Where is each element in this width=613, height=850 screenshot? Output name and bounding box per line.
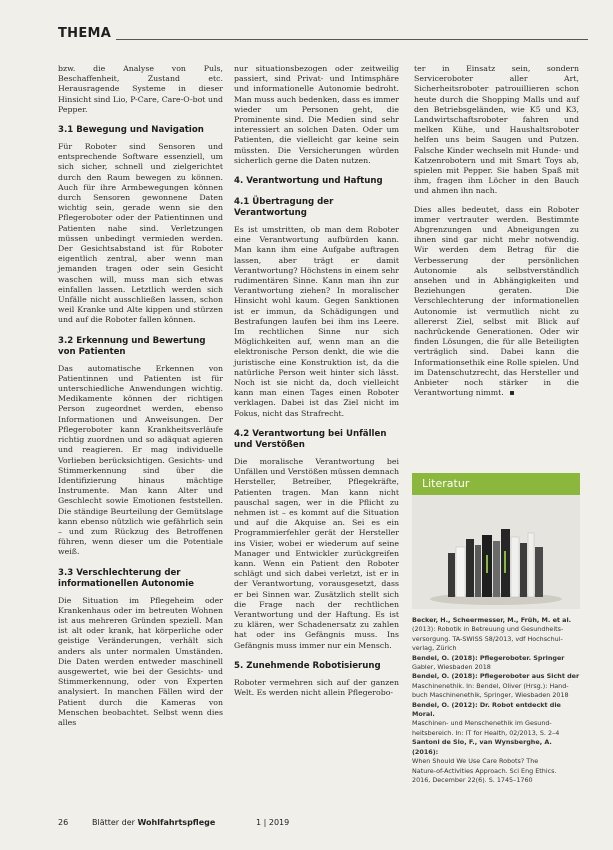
- reference-line: Gabler, Wiesbaden 2018: [412, 663, 491, 672]
- paragraph: ter in Einsatz sein, sondern Serviceroboter aller Art, Sicherheitsroboter patrouillieren schon heute durch die Shopping Malls und auf den Betriebsgeländen, wie K5 und K3, Landwirtschaftsroboter fahren und melken Kühe, und Haushaltsroboter helfen uns beim Saugen und Putzen. Falsche Kinder wechseln mit Hunde- und Katzenrobotern und mit Smart Toys ab, spielen mit Pepper. Sie haben Spaß mit ihm, fragen ihm Löcher in den Bauch und ahmen ihn nach.: [414, 64, 579, 196]
- reference-line: Maschinen- und Menschenethik im Gesund-: [412, 719, 552, 728]
- literatur-box: [412, 473, 580, 609]
- paragraph: Roboter vermehren sich auf der ganzen Welt. Es werden nicht allein Pflegerobo-: [234, 677, 399, 697]
- references-list: [412, 616, 580, 785]
- paragraph: Die moralische Verantwortung bei Unfällen und Verstößen müssen demnach Hersteller, Betreiber, Pflegekräfte, Patienten tragen. Man kann nicht pauschal sagen, wer in die Pflicht zu nehmen ist – es kommt auf die Situation und auf die Akquise an. Sei es ein Programmierfehler gerät der Hersteller ins Visier, wobei er wiederum auf seine Manager und Entwickler zurückgreifen kann. Wenn ein Patient den Roboter schlägt und sich dabei verletzt, ist er in der Verantwortung, vorausgesetzt, dass er bei Sinnen war. Zusätzlich stellt sich die Frage nach der rechtlichen Verantwortung und der Haftung. Es ist zu klären, wer Schadenersatz zu zahlen hat oder ins Gefängnis muss. Ins Gefängnis muss immer nur ein Mensch.: [234, 456, 399, 650]
- reference-line: When Should We Use Care Robots? The: [412, 757, 539, 766]
- paragraph: Die Situation im Pflegeheim oder Krankenhaus oder im betreuten Wohnen ist aus mehreren Gründen speziell. Man ist alt oder krank, hat körperliche oder geistige Veränderungen, verhält sich anders als unter normalen Umständen. Die Daten werden entweder maschinell ausgewertet, wie bei der Gesichts- und Stimmerkennung, oder von Experten analysiert. In manchen Fällen wird der Patient durch die Kameras von Menschen beobachtet. Selbst wenn dies alles: [58, 595, 223, 727]
- paragraph: Das automatische Erkennen von Patientinnen und Patienten ist für unterschiedliche Anwendungen wichtig. Medikamente können der richtigen Person zugeordnet werden, ebenso Informationen und Anweisungen. Der Pflegeroboter kann Krankheitsverläufe richtig zuordnen und so adäquat agieren und reagieren. Er mag individuelle Vorlieben berücksichtigen. Gesichts- und Stimmerkennung sind über die Identifizierung hinaus mächtige Instrumente. Man kann Alter und Geschlecht sowie Emotionen feststellen. Die ständige Beurteilung der Gemütslage kann ebenso nützlich wie gefährlich sein – und zum Rückzug des Betroffenen führen, wenn dieser um die Potentiale weiß.: [58, 363, 223, 557]
- text-column-1: [58, 64, 223, 736]
- journal-name-bold: Wohlfahrtspflege: [137, 818, 216, 827]
- journal-name: [92, 818, 215, 827]
- reference-line: 2016, December 22(6). S. 1745–1760: [412, 775, 533, 784]
- reference-line: Bendel, O. (2018): Pflegeroboter. Springer: [412, 653, 565, 662]
- books-illustration: [412, 495, 580, 609]
- subheading: 4.1 Übertragung der Verantwortung: [234, 197, 334, 219]
- literatur-banner: [412, 473, 580, 495]
- journal-name-prefix: Blätter der: [92, 818, 138, 827]
- paragraph-text: Dies alles bedeutet, dass ein Roboter immer vertrauter werden. Bestimmte Abgrenzungen und Abneigungen zu ihnen sind gar nicht mehr notwendig. Wir werden dem Betrag für die Verbesserung der persönlichen Autonomie als selbstverständlich ansehen und in Abhängigkeiten und Beziehungen geraten. Die Verschlechterung der informationellen Autonomie ist vermutlich nicht zu allererst Ziel, selbst mit Blick auf nachrückende Generationen. Oder wir finden Lösungen, die für alle Beteiligten verträglich sind. Dabei kann die Informationsethik eine Rolle spielen. Und im Datenschutzrecht, das Hersteller und Anbieter noch stärker in die Verantwortung nimmt.: [414, 204, 579, 398]
- section-label: THEMA: [58, 26, 112, 41]
- reference-line: Santoni de Sio, F., van Wynsberghe, A. (2016):: [412, 738, 552, 756]
- reference-line: Becker, H., Scheermesser, M., Früh, M. et al.: [412, 616, 572, 624]
- page-footer: [58, 818, 588, 832]
- heading: 5. Zunehmende Robotisierung: [234, 660, 381, 671]
- header-rule: [116, 39, 588, 40]
- paragraph: [414, 205, 579, 399]
- page-number: 26: [58, 818, 69, 827]
- reference-line: verlag, Zürich: [412, 644, 457, 653]
- subheading: 3.3 Verschlechterung der informationellen Autonomie: [58, 567, 194, 589]
- literatur-title: Literatur: [422, 477, 470, 490]
- paragraph: Für Roboter sind Sensoren und entsprechende Software essenziell, um sich sicher, schnell und zielgerichtet durch den Raum bewegen zu können. Auch für ihre Armbewegungen können durch Sensoren gewonnene Daten wichtig sein, gerade wenn sie den Pflegeroboter oder der Patientinnen und Patienten nahe sind. Verletzungen müssen unbedingt vermieden werden. Der Gesichtsabstand ist für Roboter eigentlich zentral, aber wenn man jemanden tragen oder sein Gesicht waschen will, muss man sich etwas einfallen lassen. Letztlich werden sich Unfälle nicht ausschließen lassen, schon weil Kranke und Alte kippen und stürzen und auf die Roboter fallen können.: [58, 142, 223, 325]
- reference-line: Bendel, O. (2012): Dr. Robot entdeckt die Moral.: [412, 700, 561, 719]
- paragraph: nur situationsbezogen oder zeitweilig passiert, sind Privat- und Intimsphäre und informationelle Autonomie bedroht. Man muss auch bedenken, dass es immer wieder um Personen geht, die Prominente sind. Die Medien sind sehr interessiert an solchen Daten. Oder um Patienten, die vielleicht gar keine sein müssten. Die Versicherungen würden sicherlich gerne die Daten nutzen.: [234, 64, 399, 165]
- issue-number: 1 | 2019: [256, 818, 290, 827]
- reference-line: (2013): Robotik in Betreuung und Gesundheits-: [412, 625, 564, 634]
- reference-line: buch Maschinenethik, Springer, Wiesbaden 2018: [412, 691, 569, 700]
- reference-line: versorgung. TA-SWISS 58/2013, vdf Hochschul-: [412, 634, 563, 643]
- paragraph: bzw. die Analyse von Puls, Beschaffenheit, Zustand etc. Herausragende Systeme in dieser Hinsicht sind Lio, P-Care, Care-O-bot und Pepper.: [58, 64, 223, 114]
- text-column-3: [414, 64, 579, 407]
- text-column-2: [234, 64, 399, 706]
- reference-line: heitsbereich. In: IT for Health, 02/2013, S. 2–4: [412, 728, 560, 737]
- heading: 4. Verantwortung und Haftung: [234, 176, 383, 187]
- reference-line: Maschinenethik. In: Bendel, Oliver (Hrsg.): Hand-: [412, 681, 569, 690]
- end-square-icon: [510, 391, 514, 395]
- reference-line: Nature-of-Activities Approach. Sci Eng Ethics.: [412, 766, 557, 775]
- subheading: 4.2 Verantwortung bei Unfällen und Verstößen: [234, 428, 387, 450]
- subheading: 3.2 Erkennung und Bewertung von Patienten: [58, 335, 206, 357]
- paragraph: Es ist umstritten, ob man dem Roboter eine Verantwortung aufbürden kann. Man kann ihm eine Aufgabe auftragen lassen, aber trägt er damit Verantwortung? Höchstens in einem sehr rudimentären Sinne. Kann man ihn zur Verantwortung ziehen? In moralischer Hinsicht wohl kaum. Gegen Sanktionen ist er immun, da Schädigungen und Bestrafungen laufen bei ihm ins Leere. Im rechtlichen Sinne nur sich Möglichkeiten auf, wenn man an die elektronische Person denkt, die wie die juristische eine Konstruktion ist, da die natürliche Person weit hinter sich lässt. Noch ist sie nicht da, doch vielleicht kann man einen Tages einen Roboter verklagen. Dabei ist das Ziel nicht im Fokus, nicht das Strafrecht.: [234, 225, 399, 418]
- reference-line: Bendel, O. (2018): Pflegeroboter aus Sicht der: [412, 672, 580, 681]
- subheading: 3.1 Bewegung und Navigation: [58, 125, 204, 136]
- section-header: [58, 26, 588, 42]
